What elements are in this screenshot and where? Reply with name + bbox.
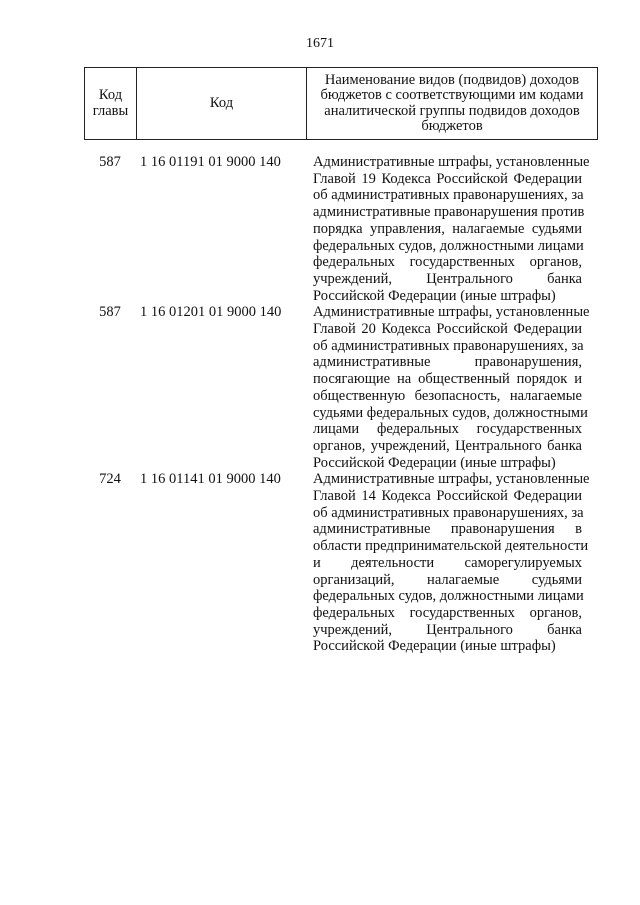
entry-name-line: Российской Федерации (иные штрафы) bbox=[313, 287, 556, 304]
entry-name-line: Российской Федерации (иные штрафы) bbox=[313, 638, 556, 655]
entry-name-line: Главой 19 Кодекса Российской Федерации bbox=[313, 170, 582, 187]
entry-name-line: посягающие на общественный порядок и bbox=[313, 371, 582, 388]
entry-name-line: Административные штрафы, установленные bbox=[313, 154, 590, 170]
entry-name bbox=[306, 154, 590, 304]
entry-name-line: Главой 14 Кодекса Российской Федерации bbox=[313, 488, 582, 505]
entry-name-line: федеральных судов, должностными лицами bbox=[313, 237, 584, 254]
entry-name-line: федеральных государственных органов, bbox=[313, 604, 582, 621]
header-code: Код bbox=[137, 68, 307, 140]
table-row bbox=[84, 304, 598, 471]
entry-name bbox=[306, 304, 590, 471]
entry-name-line: порядка управления, налагаемые судьями bbox=[313, 220, 582, 237]
entry-name-line: лицами федеральных государственных bbox=[313, 421, 582, 438]
entry-name-line: об административных правонарушениях, за bbox=[313, 504, 584, 521]
entry-chapter-code: 587 bbox=[99, 154, 121, 170]
entry-name-line: федеральных государственных органов, bbox=[313, 254, 582, 271]
entry-name-line: и деятельности саморегулируемых bbox=[313, 554, 582, 571]
entry-name-line: федеральных судов, должностными лицами bbox=[313, 588, 584, 605]
entry-name bbox=[306, 471, 590, 655]
entry-name-line: административные правонарушения, bbox=[313, 354, 582, 371]
entry-name-line: учреждений, Центрального банка bbox=[313, 270, 582, 287]
header-chapter-code: Код главы bbox=[85, 68, 137, 140]
entry-code: 1 16 01201 01 9000 140 bbox=[140, 304, 282, 321]
entry-chapter-code: 724 bbox=[99, 471, 121, 488]
entry-code: 1 16 01191 01 9000 140 bbox=[140, 154, 281, 170]
entry-code: 1 16 01141 01 9000 140 bbox=[140, 471, 281, 488]
entry-name-line: Административные штрафы, установленные bbox=[313, 304, 590, 321]
table-row bbox=[84, 471, 598, 655]
entry-name-line: учреждений, Центрального банка bbox=[313, 621, 582, 638]
entries-list bbox=[84, 154, 598, 655]
entry-chapter-code: 587 bbox=[99, 304, 121, 321]
page-number: 1671 bbox=[306, 36, 334, 51]
entry-name-line: Российской Федерации (иные штрафы) bbox=[313, 454, 556, 471]
table-row bbox=[84, 154, 598, 304]
entry-name-line: области предпринимательской деятельности bbox=[313, 538, 589, 555]
entry-name-line: об административных правонарушениях, за bbox=[313, 337, 584, 354]
entry-name-line: организаций, налагаемые судьями bbox=[313, 571, 582, 588]
entry-name-line: судьями федеральных судов, должностными bbox=[313, 404, 588, 421]
entry-name-line: административные правонарушения в bbox=[313, 521, 582, 538]
entry-name-line: общественную безопасность, налагаемые bbox=[313, 387, 582, 404]
table-header bbox=[84, 67, 598, 140]
entry-name-line: об административных правонарушениях, за bbox=[313, 187, 584, 204]
header-name: Наименование видов (подвидов) доходов бюджетов с соответствующими им кодами аналитической группы подвидов доходов бюджетов bbox=[307, 68, 598, 140]
entry-name-line: Главой 20 Кодекса Российской Федерации bbox=[313, 321, 582, 338]
entry-name-line: Административные штрафы, установленные bbox=[313, 471, 590, 488]
entry-name-line: органов, учреждений, Центрального банка bbox=[313, 437, 582, 454]
entry-name-line: административные правонарушения против bbox=[313, 204, 585, 221]
